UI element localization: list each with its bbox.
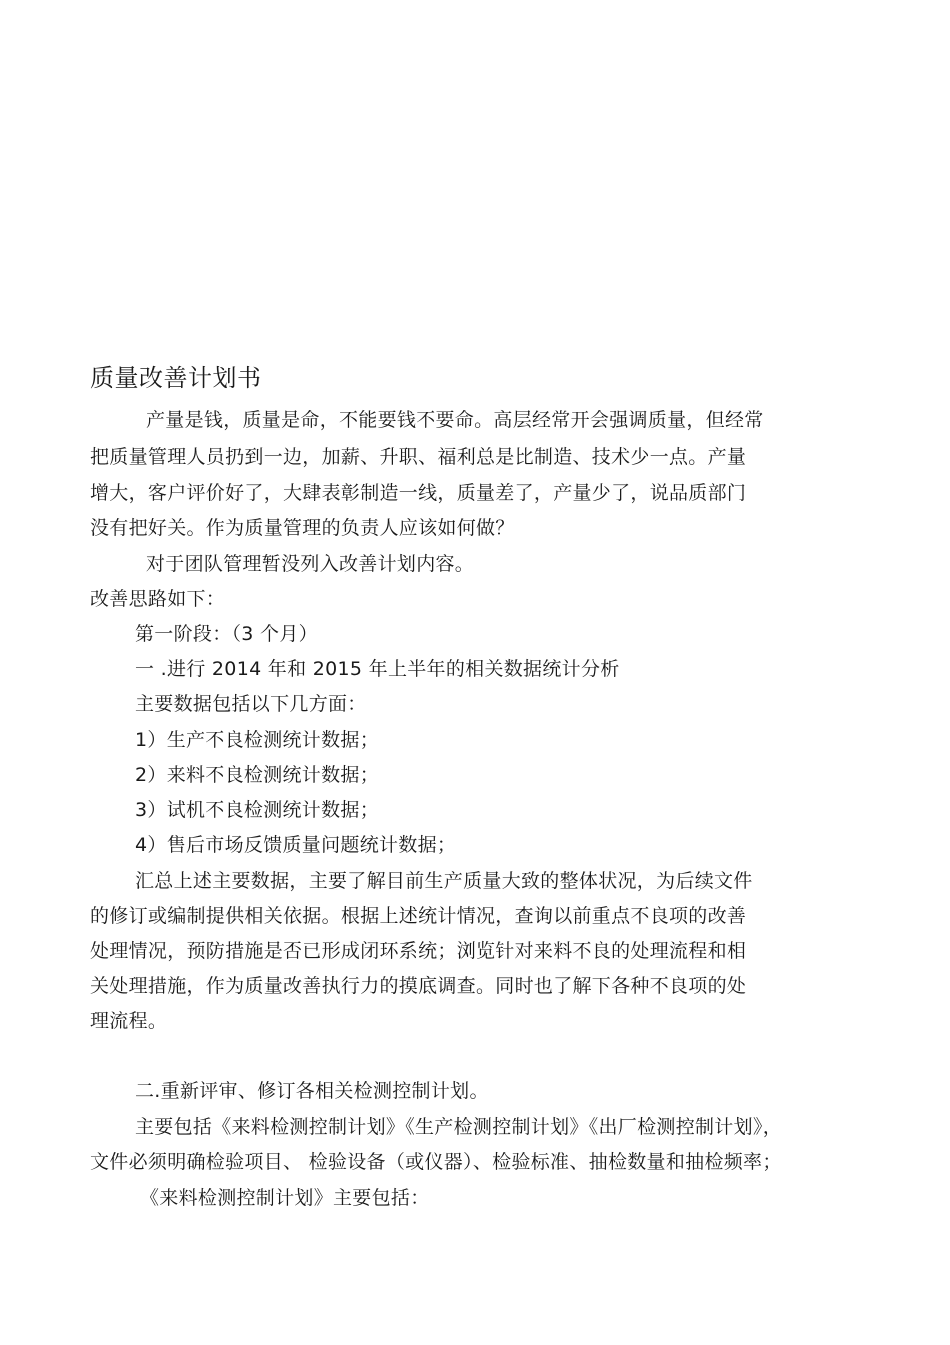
phase1-label: 第一阶段：（3 个月） [135, 623, 318, 645]
intro-line-1: 产量是钱，质量是命，不能要钱不要命。高层经常开会强调质量，但经常 [146, 409, 764, 431]
list-item: 4）售后市场反馈质量问题统计数据； [135, 834, 457, 856]
team-note: 对于团队管理暂没列入改善计划内容。 [146, 553, 475, 575]
summary-line-1: 汇总上述主要数据，主要了解目前生产质量大致的整体状况，为后续文件 [135, 870, 753, 892]
summary-line-3: 处理情况，预防措施是否已形成闭环系统；浏览针对来料不良的处理流程和相 [90, 940, 747, 962]
intro-line-4: 没有把好关。作为质量管理的负责人应该如何做？ [90, 517, 515, 539]
summary-line-4: 关处理措施，作为质量改善执行力的摸底调查。同时也了解下各种不良项的处 [90, 975, 747, 997]
document-title: 质量改善计划书 [90, 364, 262, 392]
intro-line-3: 增大，客户评价好了，大肆表彰制造一线，质量差了，产量少了，说品质部门 [90, 482, 747, 504]
list-item: 3）试机不良检测统计数据； [135, 799, 379, 821]
data-intro: 主要数据包括以下几方面： [135, 693, 367, 715]
step2-heading: 二.重新评审、修订各相关检测控制计划。 [135, 1080, 489, 1102]
intro-line-2: 把质量管理人员扔到一边，加薪、升职、福利总是比制造、技术少一点。产量 [90, 446, 747, 468]
step2-line-3: 《来料检测控制计划》主要包括： [140, 1187, 430, 1209]
step2-line-2: 文件必须明确检验项目、 检验设备（或仪器）、检验标准、抽检数量和抽检频率； [90, 1151, 782, 1173]
step1-heading: 一 .进行 2014 年和 2015 年上半年的相关数据统计分析 [135, 658, 620, 680]
summary-line-2: 的修订或编制提供相关依据。根据上述统计情况，查询以前重点不良项的改善 [90, 905, 747, 927]
summary-line-5: 理流程。 [90, 1010, 168, 1032]
list-item: 1）生产不良检测统计数据； [135, 729, 379, 751]
list-item: 2）来料不良检测统计数据； [135, 764, 379, 786]
approach-heading: 改善思路如下： [90, 588, 226, 610]
step2-line-1: 主要包括《来料检测控制计划》《生产检测控制计划》《出厂检测控制计划》， [135, 1116, 783, 1138]
